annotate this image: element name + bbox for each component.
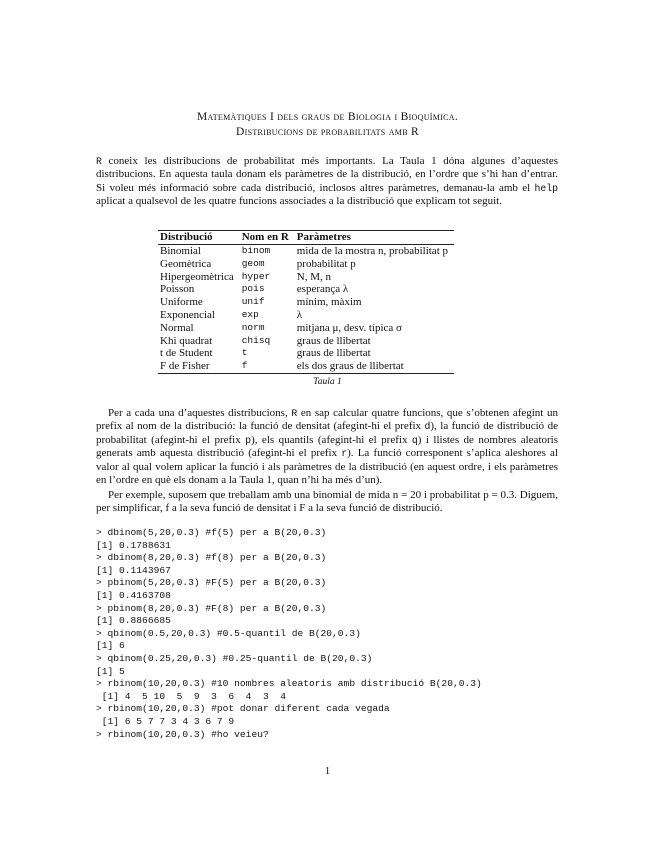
page-number: 1	[324, 765, 331, 777]
table-row	[158, 258, 454, 271]
r-label: R	[96, 156, 102, 167]
cell-parameters: mitjana μ, desv. típica σ	[296, 321, 402, 334]
intro-text-a: coneix les distribucions de probabilitat més importants. La Taula 1 dóna algunes d’aquestes distribucions. En aquesta taula donam els paràmetres de la distribució, en l’ordre que s’hi han d’entrar. Si voleu més informació sobre cada distribució, inclosos altres paràmetres, demanau-la amb el	[96, 155, 558, 194]
cell-r-name: hyper	[241, 270, 271, 282]
distributions-table	[158, 230, 454, 374]
cell-distribution: Geomètrica	[160, 257, 212, 270]
code-line: > rbinom(10,20,0.3) #pot donar diferent cada vegada	[96, 703, 390, 715]
para2-text-4: ), els quantils (afegint-hi el prefix	[251, 433, 412, 446]
functions-paragraph	[96, 407, 558, 487]
title-line-1: Matemàtiques I dels graus de Biologia i Bioquímica.	[196, 111, 458, 123]
example-paragraph: Per exemple, suposem que treballam amb una binomial de mida n = 20 i probabilitat p = 0.3. Diguem, per simplificar, f a la seva funció de densitat i F a la seva funció de distribució.	[96, 489, 558, 515]
para2-text-2: en sap calcular quatre funcions, que s’obtenen afegint un prefix al nom de la distribució: la funció de densitat (afegint-hi el prefix	[96, 407, 558, 433]
cell-r-name: t	[241, 347, 248, 359]
help-command: help	[534, 182, 558, 194]
cell-distribution: Normal	[160, 321, 194, 334]
table-row	[158, 360, 454, 373]
code-line: > qbinom(0.25,20,0.3) #0.25-quantil de B(20,0.3)	[96, 652, 373, 664]
code-line: [1] 6 5 7 7 3 4 3 6 7 9	[96, 715, 235, 727]
prefix-p: p	[245, 434, 252, 446]
code-line: [1] 5	[96, 665, 125, 677]
table-row	[158, 296, 454, 309]
para2-text-3: ), la funció de distribució de probabilitat (afegint-hi el prefix	[96, 420, 558, 446]
code-line: > pbinom(5,20,0.3) #F(5) per a B(20,0.3)	[96, 577, 327, 589]
table-row	[158, 335, 454, 348]
prefix-q: q	[411, 434, 418, 446]
cell-parameters: probabilitat p	[296, 257, 356, 270]
table-row	[158, 245, 454, 258]
cell-parameters: els dos graus de llibertat	[295, 360, 454, 373]
cell-distribution: Khi quadrat	[160, 334, 213, 347]
intro-paragraph	[96, 155, 558, 209]
code-line: [1] 0.4163708	[96, 589, 171, 601]
table-caption: Taula 1	[313, 377, 342, 387]
table-header-row	[158, 231, 454, 245]
cell-parameters: mínim, màxim	[296, 296, 362, 309]
code-line: > rbinom(10,20,0.3) #10 nombres aleatoris amb distribució B(20,0.3)	[96, 678, 482, 690]
code-line: [1] 0.1143967	[96, 564, 171, 576]
cell-r-name: pois	[241, 283, 265, 295]
cell-distribution: Exponencial	[160, 308, 215, 321]
cell-parameters: graus de llibertat	[296, 347, 371, 360]
cell-r-name: f	[240, 360, 295, 373]
code-line: [1] 6	[96, 640, 125, 652]
document-title	[0, 110, 655, 140]
para2-text-6: ). La funció corresponent s’aplica aleshores al valor al qual volem aplicar la funció i als paràmetres de la distribució (en aquest ordre, i els paràmetres en l’ordre en què els donam a la Taula 1, quan n’hi ha més d’un).	[96, 447, 558, 487]
r-label: R	[291, 408, 298, 419]
cell-r-name: unif	[241, 296, 265, 308]
code-line: > dbinom(5,20,0.3) #f(5) per a B(20,0.3)	[96, 527, 327, 538]
cell-r-name: binom	[241, 245, 271, 256]
cell-r-name: chisq	[241, 334, 271, 346]
cell-parameters: N, M, n	[296, 270, 332, 283]
cell-distribution: F de Fisher	[158, 360, 240, 373]
prefix-r: r	[341, 448, 348, 460]
title-line-2: Distribucions de probabilitats amb R	[236, 126, 419, 138]
code-line: > rbinom(10,20,0.3) #ho veieu?	[96, 728, 269, 740]
cell-distribution: Poisson	[160, 283, 195, 296]
cell-distribution: t de Student	[160, 347, 213, 360]
table-row	[158, 347, 454, 360]
cell-distribution: Binomial	[160, 245, 201, 257]
cell-parameters: mida de la mostra n, probabilitat p	[296, 245, 448, 257]
code-line: > dbinom(8,20,0.3) #f(8) per a B(20,0.3)	[96, 552, 327, 564]
cell-r-name: exp	[241, 308, 259, 320]
code-line: [1] 0.8866685	[96, 615, 171, 627]
table-row	[158, 283, 454, 296]
table-row	[158, 322, 454, 335]
cell-r-name: norm	[241, 321, 265, 333]
cell-distribution: Uniforme	[160, 296, 203, 309]
header-nom-en-r: Nom en R	[240, 231, 295, 245]
r-code-block	[96, 527, 566, 741]
code-line: > pbinom(8,20,0.3) #F(8) per a B(20,0.3)	[96, 602, 327, 614]
cell-parameters: graus de llibertat	[296, 334, 371, 347]
cell-parameters: λ	[296, 308, 303, 321]
para2-text-5: ) i llistes de nombres aleatoris generats amb aquesta distribució (afegint-hi el prefix	[96, 433, 558, 460]
header-parametres: Paràmetres	[295, 231, 454, 245]
code-line: [1] 0.1788631	[96, 539, 171, 551]
cell-r-name: geom	[241, 257, 265, 269]
table-row	[158, 309, 454, 322]
prefix-d: d	[424, 421, 431, 433]
header-distribucio: Distribució	[158, 231, 240, 245]
intro-text-b: aplicat a qualsevol de les quatre funcions associades a la distribució que explicam tot seguit.	[96, 195, 502, 208]
code-line: > qbinom(0.5,20,0.3) #0.5-quantil de B(20,0.3)	[96, 627, 361, 639]
cell-distribution: Hipergeomètrica	[160, 270, 234, 283]
cell-parameters: esperança λ	[296, 283, 349, 296]
para2-text-1: Per a cada una d’aquestes distribucions,	[108, 407, 292, 419]
table-row	[158, 271, 454, 284]
code-line: [1] 4 5 10 5 9 3 6 4 3 4	[96, 690, 286, 702]
